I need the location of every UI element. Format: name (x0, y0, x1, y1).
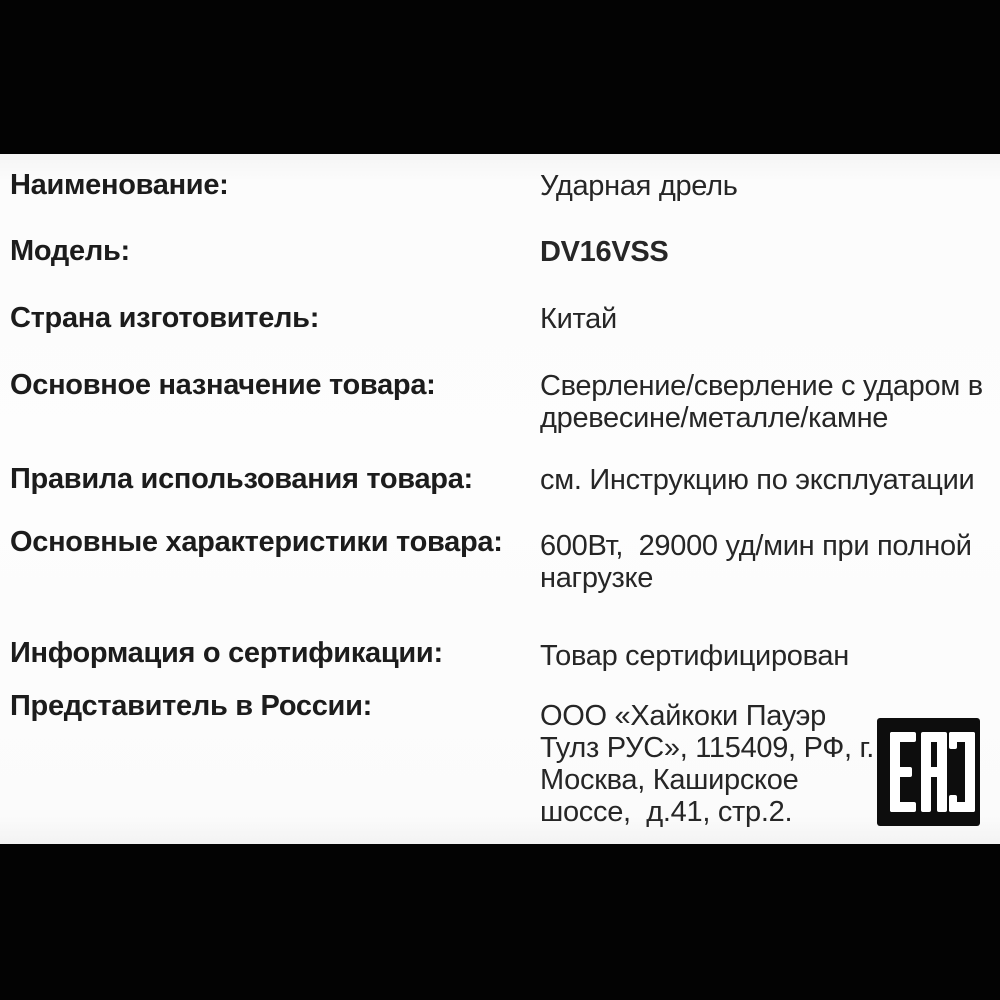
row-value (540, 464, 985, 496)
value-line: ООО «Хайкоки Пауэр (540, 700, 826, 732)
value-line: шоссе, д.41, стр.2. (540, 796, 793, 828)
specification-label-card (0, 154, 1000, 844)
bottom-black-band (0, 844, 1000, 1000)
row-label: Страна изготовитель: (10, 302, 320, 334)
row-label: Правила использования товара: (10, 463, 473, 495)
value-line: DV16VSS (540, 236, 669, 268)
row-label: Основное назначение товара: (10, 369, 436, 401)
row-value (540, 640, 985, 672)
row-value (540, 530, 985, 594)
value-line: Тулз РУС», 115409, РФ, г. (540, 732, 875, 764)
row-label: Информация о сертификации: (10, 637, 443, 669)
value-line: 600Вт, 29000 уд/мин при полной (540, 530, 972, 562)
value-line: нагрузке (540, 562, 654, 594)
row-value (540, 236, 985, 268)
value-line: Ударная дрель (540, 170, 738, 202)
row-value (540, 370, 985, 434)
value-line: древесине/металле/камне (540, 402, 889, 434)
row-label: Наименование: (10, 169, 229, 201)
top-black-band (0, 0, 1000, 154)
value-line: Китай (540, 303, 617, 335)
value-line: Сверление/сверление с ударом в (540, 370, 983, 402)
value-line: Москва, Каширское (540, 764, 799, 796)
row-value (540, 700, 875, 828)
row-label: Представитель в России: (10, 690, 372, 722)
eac-certification-mark-icon (877, 718, 980, 826)
row-value (540, 303, 985, 335)
value-line: Товар сертифицирован (540, 640, 849, 672)
row-value (540, 170, 985, 202)
row-label: Основные характеристики товара: (10, 526, 503, 558)
value-line: см. Инструкцию по эксплуатации (540, 464, 975, 496)
row-label: Модель: (10, 235, 130, 267)
